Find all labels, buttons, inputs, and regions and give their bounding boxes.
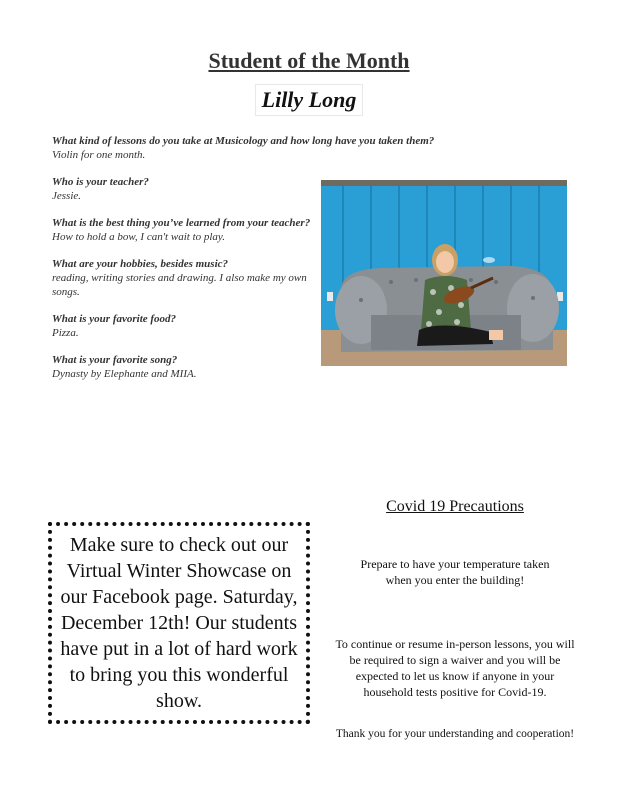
page-title: Student of the Month — [208, 48, 410, 73]
interview-section — [52, 134, 435, 394]
covid-title: Covid 19 Precautions — [386, 498, 524, 515]
covid-temperature-note: Prepare to have your temperature taken when you enter the building! — [360, 557, 550, 587]
interview-item — [52, 175, 317, 203]
interview-item — [52, 134, 492, 162]
interview-item — [52, 312, 317, 340]
interview-question: What are your hobbies, besides music? — [52, 258, 229, 270]
interview-answer: How to hold a bow, I can't wait to play. — [52, 231, 225, 243]
student-name — [0, 84, 618, 116]
showcase-announcement — [48, 522, 310, 724]
interview-question: What is the best thing you’ve learned from your teacher? — [52, 217, 311, 229]
interview-question: What is your favorite food? — [52, 313, 177, 325]
interview-question: What kind of lessons do you take at Musicology and how long have you taken them? — [52, 135, 435, 147]
interview-answer: Pizza. — [52, 327, 79, 339]
covid-waiver-note: To continue or resume in-person lessons, you will be required to sign a waiver and you will be expected to let us know if anyone in your household tests positive for Covid-19. — [335, 637, 575, 699]
student-name-label: Lilly Long — [255, 84, 364, 116]
student-photo — [321, 180, 567, 366]
interview-answer: reading, writing stories and drawing. I also make my own songs. — [52, 272, 307, 298]
interview-item — [52, 353, 317, 381]
interview-question: Who is your teacher? — [52, 176, 149, 188]
interview-question: What is your favorite song? — [52, 354, 178, 366]
student-photo-illustration — [321, 180, 567, 366]
interview-item — [52, 257, 317, 299]
showcase-text: Make sure to check out our Virtual Winter Showcase on our Facebook page. Saturday, December 12th! Our students have put in a lot of hard work to bring you this wonderful show. — [60, 534, 298, 712]
covid-thanks: Thank you for your understanding and cooperation! — [335, 728, 575, 740]
interview-answer: Violin for one month. — [52, 149, 146, 161]
interview-item — [52, 216, 317, 244]
interview-answer: Dynasty by Elephante and MIIA. — [52, 368, 197, 380]
interview-answer: Jessie. — [52, 190, 82, 202]
